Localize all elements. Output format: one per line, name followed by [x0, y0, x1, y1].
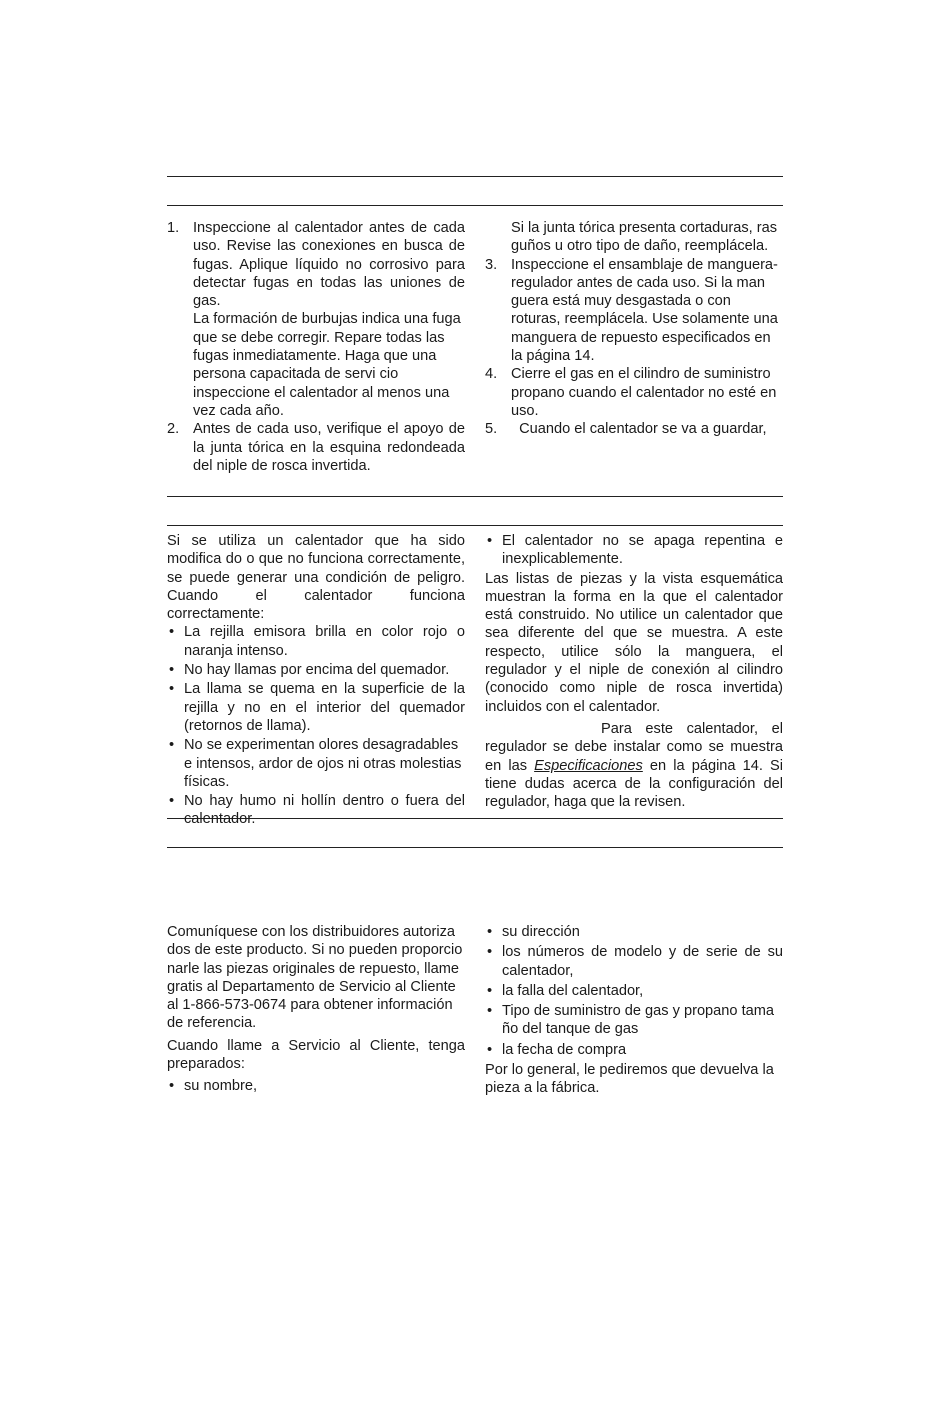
item-text: Antes de cada uso, verifique el apoyo de la junta tórica en la esquina redondeada del niple de rosca invertida. [193, 421, 465, 474]
bullet: • [487, 982, 493, 999]
list-item [167, 736, 465, 791]
bullet: • [169, 793, 175, 810]
list-item-text: la fecha de compra [502, 1041, 627, 1058]
section2-top-rule [167, 496, 783, 497]
numbered-item-3 [485, 256, 783, 366]
list-item [485, 532, 783, 569]
section3-top-rule-2 [167, 847, 783, 848]
list-item-text: El calentador no se apaga repentina e inexplicablemente. [502, 533, 783, 568]
section2-top-rule-2 [167, 525, 783, 526]
bullet: • [487, 533, 493, 549]
item-text: Cierre el gas en el cilindro de suministro propano cuando el calentador no esté en uso. [511, 366, 777, 419]
item-text: La formación de burbujas indica una fuga que se debe corregir. Repare todas las fugas inmediatamente. Haga que una persona capacitada de servi cio inspeccione el calentador al menos una vez cada año. [193, 311, 461, 419]
bullet: • [169, 624, 175, 641]
call-paragraph: Cuando llame a Servicio al Cliente, tenga preparados: [167, 1037, 465, 1073]
regulator-text-start: Para este calentador, el regulador se debe instalar como se muestra en las [485, 720, 783, 774]
item-number: 1. [167, 220, 180, 236]
section2-right-column [485, 532, 783, 811]
bullet: • [487, 1003, 493, 1020]
bullet: • [487, 924, 493, 940]
numbered-item-2-continued [485, 219, 783, 256]
list-item [167, 1077, 465, 1095]
item-text: Inspeccione el ensamblaje de manguera-regulador antes de cada uso. Si la man guera está muy desgastada o con roturas, reemplácela. Use solamente una manguera de repuesto especificados en la página 14. [511, 256, 778, 365]
list-item-text: la falla del calentador, [502, 982, 644, 999]
list-item-text: La rejilla emisora brilla en color rojo o naranja intenso. [184, 624, 465, 659]
item-text: Inspeccione al calentador antes de cada uso. Revise las conexiones en busca de fugas. Aplique líquido no corrosivo para detectar fugas en todas las uniones de gas. [193, 220, 465, 310]
section1-left-column [167, 219, 465, 475]
numbered-item-2 [167, 420, 465, 475]
list-item-text: No hay humo ni hollín dentro o fuera del calentador. [184, 793, 465, 828]
bullet: • [487, 944, 493, 961]
list-item [485, 923, 783, 941]
item-number: 2. [167, 421, 180, 438]
list-item [167, 680, 465, 735]
numbered-item-5 [485, 420, 783, 438]
list-item-text: su dirección [502, 924, 580, 940]
bullet: • [487, 1041, 493, 1058]
list-item-text: los números de modelo y de serie de su calentador, [502, 944, 783, 979]
bullet: • [169, 681, 175, 698]
list-item-text: No hay llamas por encima del quemador. [184, 662, 450, 679]
parts-list-paragraph: Las listas de piezas y la vista esquemática muestran la forma en la que el calentador está construido. No utilice un calentador que sea diferente del que se muestra. A este respecto, utilice sólo la manguera, el regulador y el niple de conexión al cilindro (conocido como niple de rosca invertida) incluidos con el calentador. [485, 570, 783, 715]
item-text: Si la junta tórica presenta cortaduras, ras guños u otro tipo de daño, reemplácela. [511, 220, 778, 255]
specifications-link[interactable]: Especificaciones [534, 757, 643, 774]
section2-left-column [167, 532, 465, 830]
section3-right-column [485, 923, 783, 1098]
section3-left-column [167, 923, 465, 1097]
numbered-item-4 [485, 365, 783, 420]
item-text: Cuando el calentador se va a guardar, [511, 421, 767, 438]
section1-top-rule-2 [167, 205, 783, 206]
section1-top-rule [167, 176, 783, 177]
intro-paragraph: Si se utiliza un calentador que ha sido modifica do o que no funciona correctamente, se puede generar una condición de peligro. Cuando el calentador funciona correctamente: [167, 533, 465, 623]
list-item-text: su nombre, [184, 1078, 258, 1095]
list-item [167, 792, 465, 829]
bullet: • [169, 1078, 175, 1095]
numbered-item-1 [167, 219, 465, 310]
list-item [485, 943, 783, 980]
numbered-item-1-continued [167, 310, 465, 420]
regulator-text-end: en la página 14. Si tiene dudas acerca de la configuración del regulador, haga que la revisen. [485, 757, 784, 811]
list-item-text: No se experimentan olores desagradables e intensos, ardor de ojos ni otras molestias físicas. [184, 737, 462, 790]
section1-right-column [485, 219, 783, 439]
list-item [485, 1002, 783, 1039]
list-item [485, 1041, 783, 1059]
list-item [167, 661, 465, 679]
item-number: 4. [485, 366, 498, 383]
item-number: 3. [485, 256, 498, 273]
bullet: • [169, 737, 175, 754]
list-item [485, 982, 783, 1000]
regulator-paragraph [485, 720, 783, 811]
bullet: • [169, 662, 175, 679]
return-paragraph: Por lo general, le pediremos que devuelva la pieza a la fábrica. [485, 1062, 774, 1097]
list-item [167, 623, 465, 660]
list-item-text: Tipo de suministro de gas y propano tama ño del tanque de gas [502, 1003, 775, 1038]
contact-paragraph: Comuníquese con los distribuidores autoriza dos de este producto. Si no pueden proporcio narle las piezas originales de repuesto, llame gratis al Departamento de Servicio al Cliente al 1-866-573-0674 para obtener información de referencia. [167, 924, 463, 1032]
item-number: 5. [485, 421, 498, 438]
list-item-text: La llama se quema en la superficie de la rejilla y no en el interior del quemador (retornos de llama). [184, 681, 465, 734]
